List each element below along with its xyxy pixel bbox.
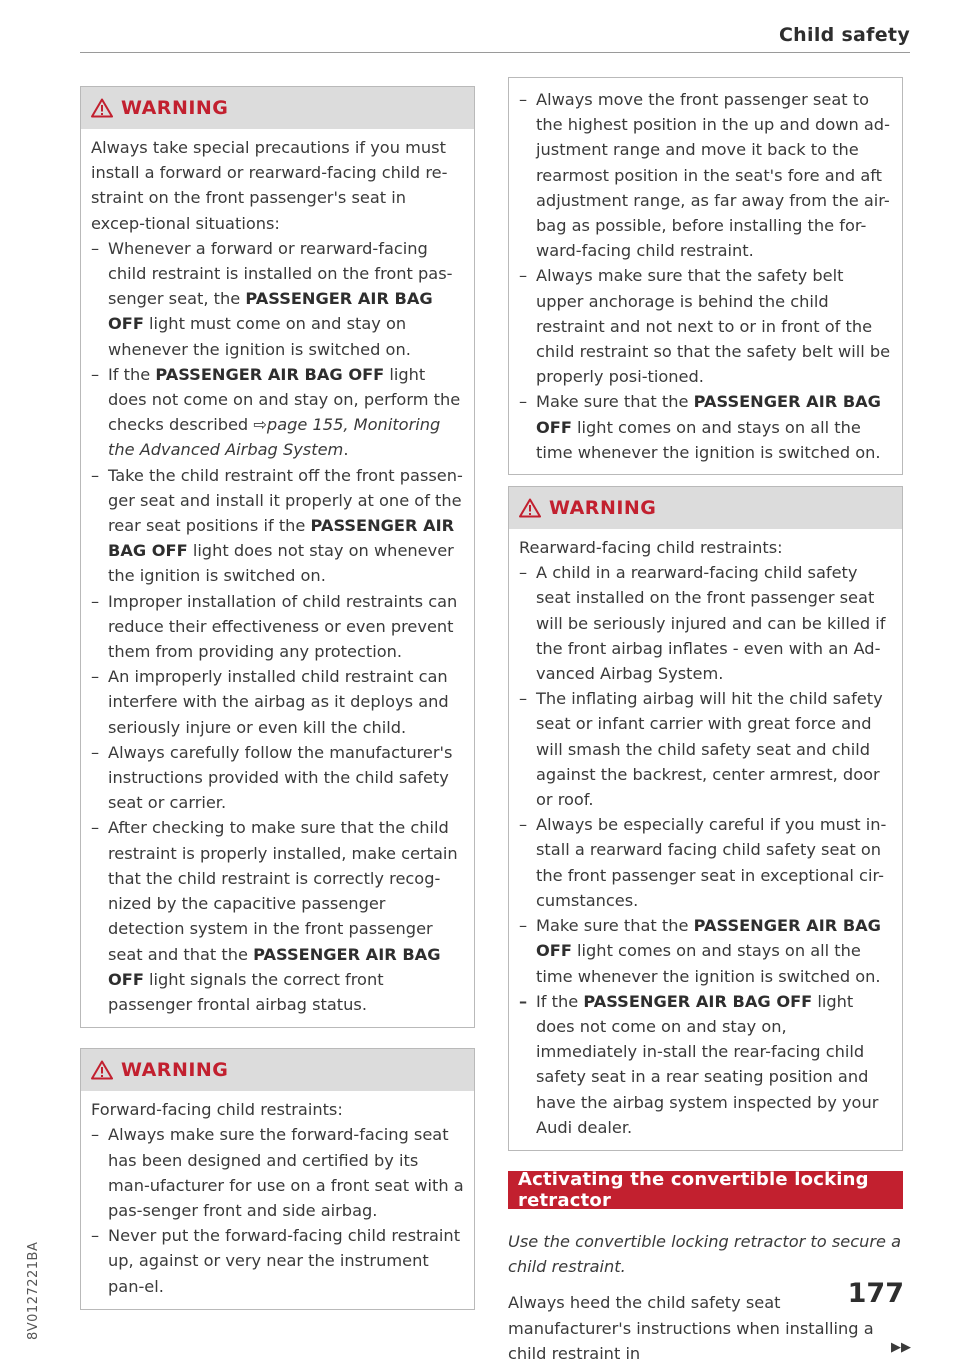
warning-title: WARNING <box>549 497 657 520</box>
page-reference-link[interactable]: ⇨page 155, Monitoring the Advanced Airbag System <box>108 415 441 460</box>
section-paragraph: Always heed the child safety seat manufacturer's instructions when installing a child restraint in ▶▶ <box>508 1293 911 1361</box>
continue-arrow-icon: ▶▶ <box>891 1339 911 1355</box>
list-item: – Always carefully follow the manufacturer's instructions provided with the child safety seat or carrier. <box>91 740 464 816</box>
section-intro: Use the convertible locking retractor to secure a child restraint. <box>508 1231 902 1277</box>
warning-title: WARNING <box>121 97 229 119</box>
list-item: – Never put the forward-facing child restraint up, against or very near the instrument pan-el. <box>91 1223 464 1299</box>
warning-box-3-header <box>509 487 902 529</box>
right-column <box>508 77 911 1361</box>
list-item: – The inflating airbag will hit the child safety seat or infant carrier with great force and will smash the child safety seat and child against the backrest, center armrest, door or roof. <box>519 686 892 812</box>
page-number: 177 <box>847 1278 904 1309</box>
warning-box-1-header <box>81 87 474 129</box>
warning-intro: Rearward-facing child restraints: <box>519 538 783 558</box>
list-item: – Make sure that the PASSENGER AIR BAG OFF light comes on and stays on all the time whenever the ignition is switched on. <box>519 389 892 465</box>
list-item: – Improper installation of child restraints can reduce their effectiveness or even prevent them from providing any protection. <box>91 589 464 665</box>
warning-list <box>91 1122 464 1298</box>
warning-triangle-icon <box>91 1060 113 1080</box>
section-title: Child safety <box>778 24 910 46</box>
list-item: – If the PASSENGER AIR BAG OFF light does not come on and stay on, immediately in-stall the rear-facing child safety seat in a rear seating position and have the airbag system inspected by your Audi dealer. <box>519 989 892 1140</box>
list-item: – An improperly installed child restraint can interfere with the airbag as it deploys and seriously injure or even kill the child. <box>91 664 464 740</box>
list-item: – Always make sure the forward-facing seat has been designed and certified by its man-ufacturer for use on a front seat with a pas-senger front and side airbag. <box>91 1122 464 1223</box>
warning-box-3 <box>508 486 903 1151</box>
warning-triangle-icon <box>91 98 113 118</box>
warning-intro: Forward-facing child restraints: <box>91 1100 343 1120</box>
section-heading-banner: Activating the convertible locking retractor <box>508 1171 903 1209</box>
list-item: – If the PASSENGER AIR BAG OFF light does not come on and stay on, perform the checks described ⇨page 155, Monitoring the Advanced Airbag System. <box>91 362 464 463</box>
list-item: – A child in a rearward-facing child safety seat installed on the front passenger seat will be seriously injured and can be killed if the front airbag inflates - even with an Ad-vanced Airbag System. <box>519 560 892 686</box>
warning-box-2-body <box>81 1091 474 1309</box>
warning-box-2 <box>80 1048 475 1310</box>
list-item: – Always move the front passenger seat to the highest position in the up and down ad-justment range and move it back to the rearmost position in the seat's fore and aft adjustment range, as far away from the air-bag as possible, before installing the for-ward-facing child restraint. <box>519 87 892 263</box>
warning-title: WARNING <box>121 1059 229 1082</box>
list-item: – After checking to make sure that the child restraint is properly installed, make certain that the child restraint is correctly recog-nized by the capacitive passenger detection system in the front passenger seat and that the PASSENGER AIR BAG OFF light signals the correct front passenger frontal airbag status. <box>91 815 464 1017</box>
list-item: – Whenever a forward or rearward-facing child restraint is installed on the front pas-senger seat, the PASSENGER AIR BAG OFF light must come on and stay on whenever the ignition is switched on. <box>91 236 464 362</box>
left-column <box>80 86 475 1310</box>
warning-box-2-header <box>81 1049 474 1091</box>
list-item: – Always make sure that the safety belt upper anchorage is behind the child restraint and not next to or in front of the child restraint so that the safety belt will be properly posi-tioned. <box>519 263 892 389</box>
warning-list <box>519 560 892 1140</box>
warning-box-1-body <box>81 129 474 1027</box>
warning-list <box>91 236 464 1017</box>
warning-box-1 <box>80 86 475 1028</box>
list-item: – Take the child restraint off the front passen-ger seat and install it properly at one of the rear seat positions if the PASSENGER AIR BAG OFF light does not stay on whenever the ignition is switched on. <box>91 463 464 589</box>
continued-list <box>519 87 892 465</box>
continued-warning-box <box>508 77 903 475</box>
header-rule <box>80 52 910 53</box>
document-code: 8V0127221BA <box>26 1241 41 1340</box>
list-item: – Make sure that the PASSENGER AIR BAG OFF light comes on and stays on all the time whenever the ignition is switched on. <box>519 913 892 989</box>
warning-box-3-body <box>509 529 902 1150</box>
list-item: – Always be especially careful if you must in-stall a rearward facing child safety seat on the front passenger seat in exceptional cir-cumstances. <box>519 812 892 913</box>
warning-triangle-icon <box>519 498 541 518</box>
warning-intro: Always take special precautions if you must install a forward or rearward-facing child re-straint on the front passenger's seat in excep-tional situations: <box>91 138 448 233</box>
